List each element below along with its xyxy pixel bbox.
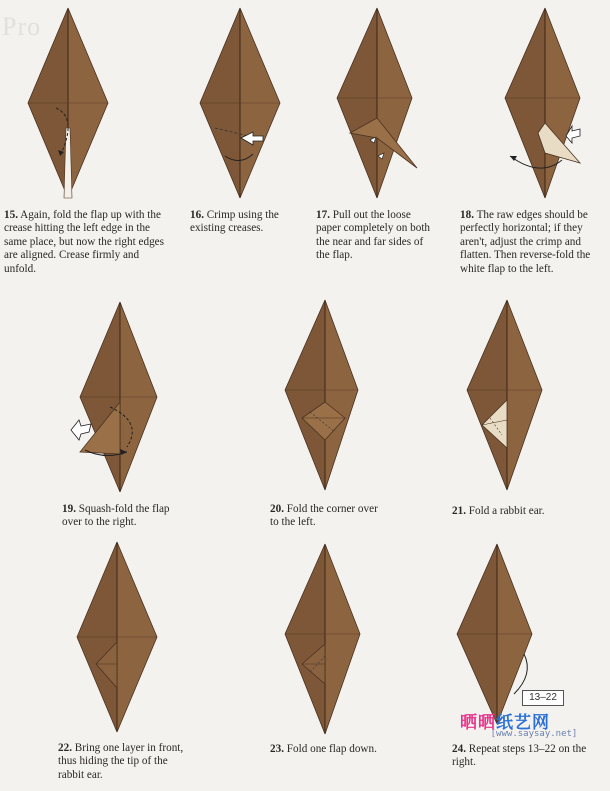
step-18-caption [460, 209, 608, 276]
step-18-diagram [500, 8, 600, 203]
step-17-text: Pull out the loose paper completely on both the near and far sides of the flap. [316, 209, 431, 262]
step-17-diagram [332, 8, 432, 203]
step-23-number: 23. [270, 743, 284, 755]
step-15-diagram [20, 8, 120, 203]
step-19-number: 19. [62, 503, 76, 515]
step-21-text: Fold a rabbit ear. [468, 505, 545, 517]
step-17-number: 17. [316, 209, 330, 221]
step-22-caption [58, 742, 188, 782]
step-23-diagram [280, 544, 380, 739]
step-21-number: 21. [452, 505, 466, 517]
step-16-caption [190, 209, 302, 236]
step-15-text: Again, fold the flap up with the crease hitting the left edge in the same place, but now the right edges are aligned. Crease firmly and unfold. [4, 209, 164, 275]
step-reference-box: 13–22 [522, 690, 564, 706]
watermark-url: [www.saysay.net] [490, 729, 578, 739]
step-16-number: 16. [190, 209, 204, 221]
watermark-logo-part2: 纸艺网 [496, 713, 550, 733]
step-16-text: Crimp using the existing creases. [190, 209, 279, 235]
step-15-number: 15. [4, 209, 18, 221]
step-19-diagram [65, 302, 165, 497]
watermark-logo-part1: 晒晒 [460, 713, 496, 733]
step-23-text: Fold one flap down. [286, 743, 377, 755]
faded-title: Pro [2, 12, 42, 41]
step-17-caption [316, 209, 432, 263]
step-23-caption [270, 743, 380, 756]
step-24-number: 24. [452, 743, 466, 755]
step-21-diagram [462, 300, 562, 495]
step-19-caption [62, 503, 182, 530]
step-20-caption [270, 503, 380, 530]
step-18-text: The raw edges should be perfectly horizontal; if they aren't, adjust the crimp and flatten. Then reverse-fold the white flap to the left. [460, 209, 591, 275]
step-20-number: 20. [270, 503, 284, 515]
step-24-caption [452, 743, 592, 770]
step-24-text: Repeat steps 13–22 on the right. [452, 743, 587, 769]
step-22-text: Bring one layer in front, thus hiding the tip of the rabbit ear. [58, 742, 184, 781]
step-15-caption [4, 209, 170, 276]
step-22-number: 22. [58, 742, 72, 754]
step-22-diagram [72, 542, 172, 737]
step-20-text: Fold the corner over to the left. [270, 503, 378, 529]
step-20-diagram [280, 300, 380, 495]
step-19-text: Squash-fold the flap over to the right. [62, 503, 170, 529]
step-21-caption [452, 505, 592, 518]
step-16-diagram [195, 8, 295, 203]
step-18-number: 18. [460, 209, 474, 221]
